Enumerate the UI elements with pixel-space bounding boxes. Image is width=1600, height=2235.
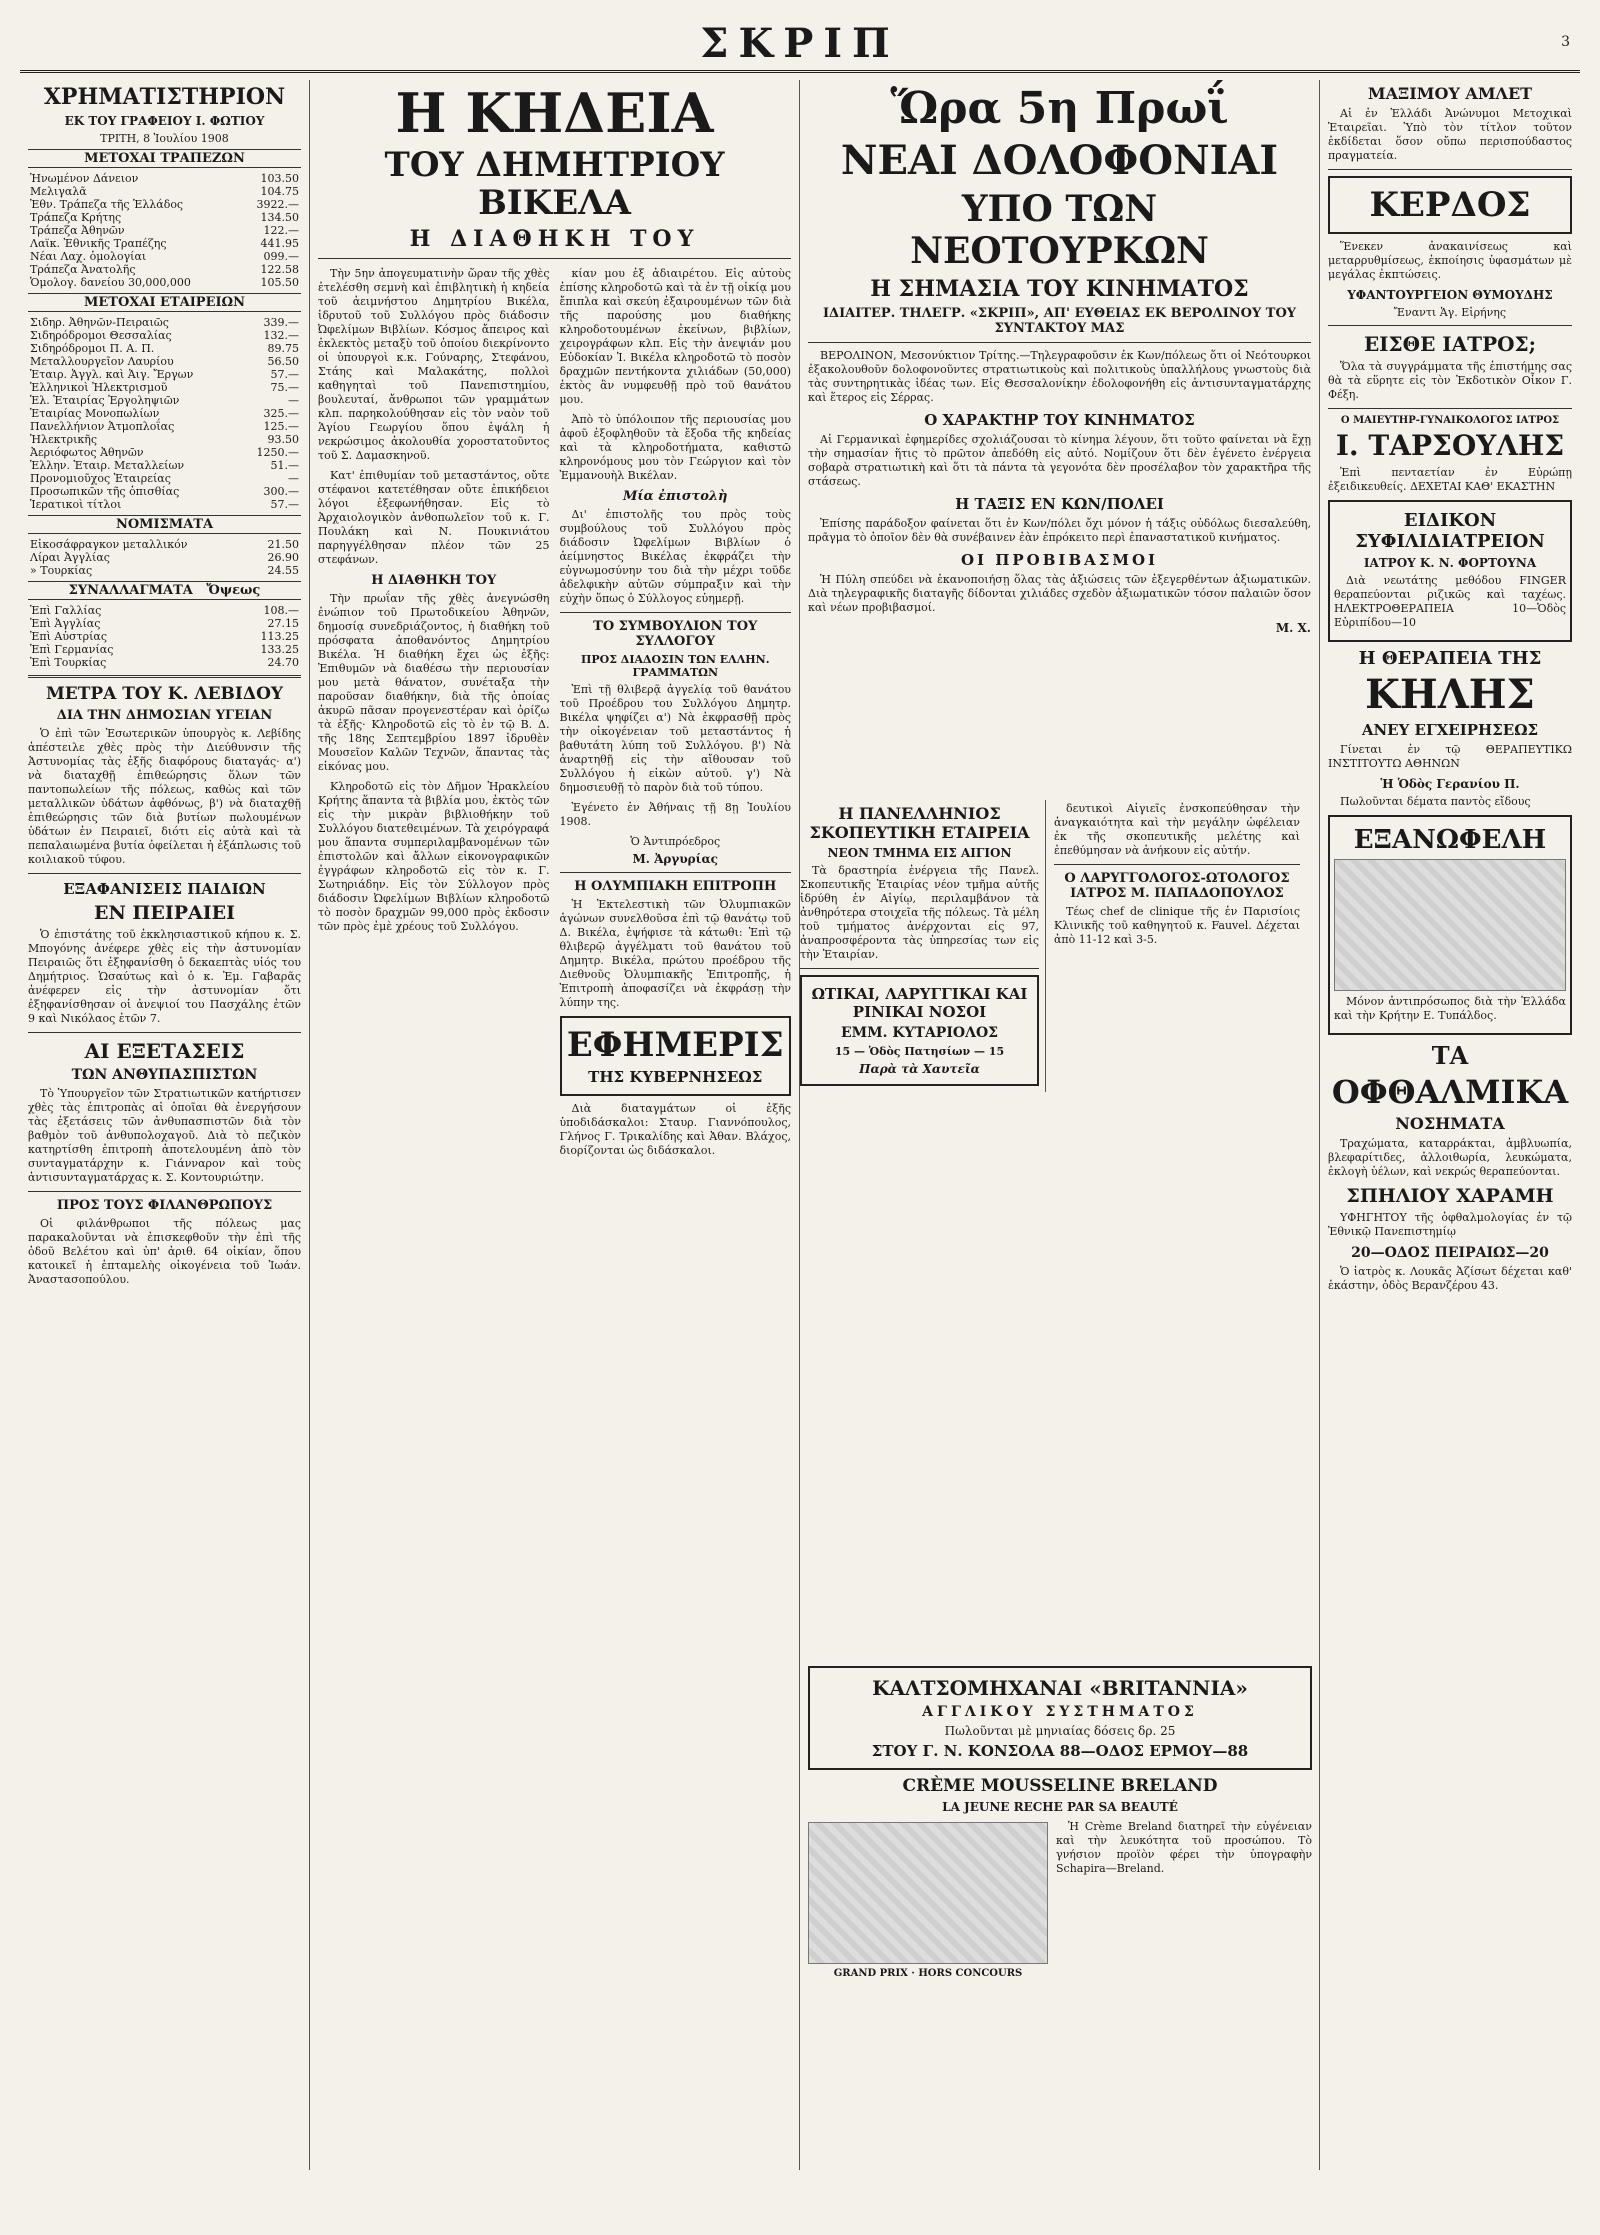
divider (1328, 408, 1572, 409)
britannia-ad (808, 1666, 1312, 1770)
table-row (28, 551, 301, 564)
table-row (28, 604, 301, 617)
table-row (28, 407, 301, 420)
ophth-subtitle: ΝΟΣΗΜΑΤΑ (1395, 1114, 1505, 1133)
divider (28, 675, 301, 678)
kerdos-title: ΚΕΡΔΟΣ (1369, 185, 1531, 225)
quote-name: Λίραι Ἀγγλίας (30, 551, 110, 564)
quote-name: Ἑλ. Ἑταιρίας Ἐργοληψιῶν (30, 394, 180, 407)
funeral-lead: Τὴν 5ην ἀπογευματινὴν ὥραν τῆς χθὲς ἐτελέσθη σεμνὴ καὶ ἐπιβλητικὴ ἡ κηδεία τοῦ ἀειμνήστου Δημητρίου Βικέλα, ἱδρυτοῦ τοῦ Συλλόγου πρὸς διάδοσιν Ὠφελίμων Βιβλίων. Κόσμος ἄπειρος καὶ ἐκλεκτὸς μεταξὺ τοῦ ὁποίου διεκρίνοντο οἱ ὑπουργοὶ κ.κ. Γούναρης, Στεφάνου, Στάης καὶ Μαλακάτης, πολλοὶ καθηγηταὶ τοῦ Πανεπιστημίου, βουλευταί, ἄνθρωποι τῶν γραμμάτων κλπ. παρηκολούθησαν εἰς τὸν ναὸν τοῦ Ἁγίου Γεωργίου ὅπου ἐψάλη ἡ νεκρώσιμος ἀκολουθία χοροστατοῦντος τοῦ Σ. Δαμασκηνοῦ. (318, 267, 550, 462)
coins-table (28, 538, 301, 577)
exchange-header-right: Ὄψεως (206, 583, 261, 598)
will-text: Τὴν πρωΐαν τῆς χθὲς ἀνεγνώσθη ἐνώπιον τοῦ Πρωτοδικείου Ἀθηνῶν, δημοσίᾳ συνεδριάζοντος, ἡ διαθήκη τοῦ πρόσφατα ἀποθανόντος Δημητρίου Βικέλα. Ἡ διαθήκη ἔχει ὡς ἑξῆς: Ἐπιθυμῶν νὰ διαθέσω τὴν περιουσίαν μου μετὰ θάνατον, συνέταξα τὴν παροῦσαν διαθήκην, διὰ τῆς ὁποίας ἀκυρῶ πᾶσαν προγενεστέραν καὶ ὁρίζω τὰ ἑξῆς· Κληροδοτῶ εἰς τὸ ἐν τῷ Β. Δ. τῆς 18ης Σεπτεμβρίου 1897 ἱδρυθὲν Μουσεῖον Καλῶν Τεχνῶν, ἅπαντας τὰς εἰκόνας μου. (318, 592, 550, 773)
exams-subtitle: ΤΩΝ ΑΝΘΥΠΑΣΠΙΣΤΩΝ (71, 1067, 258, 1083)
dispatch-line: ΙΔΙΑΙΤΕΡ. ΤΗΛΕΓΡ. «ΣΚΡΙΠ», ΑΠ' ΕΥΘΕΙΑΣ ΕΚ ΒΕΡΟΛΙΝΟΥ ΤΟΥ ΣΥΝΤΑΚΤΟΥ ΜΑΣ (822, 306, 1297, 336)
syph-box (1328, 500, 1572, 642)
banks-table (28, 172, 301, 289)
britannia-subtitle: ΑΓΓΛΙΚΟΥ ΣΥΣΤΗΜΑΤΟΣ (922, 1704, 1198, 1720)
quote-value: 26.90 (267, 551, 299, 564)
creme-medals (808, 1818, 1048, 1983)
quote-value: 24.70 (267, 656, 299, 669)
quote-value: 57.— (270, 368, 299, 381)
hour-headline: Ὥρα 5η Πρωΐ (890, 83, 1229, 134)
quote-name: Νέαι Λαχ. ὁμολογίαι (30, 250, 147, 263)
table-row (28, 342, 301, 355)
quote-value: 300.— (263, 485, 299, 498)
quote-value: 56.50 (267, 355, 299, 368)
divider (28, 1032, 301, 1033)
divider (560, 612, 792, 613)
meeting-vp-label: Ὁ Ἀντιπρόεδρος (630, 835, 721, 848)
quote-name: Ἐθν. Τράπεζα τῆς Ἑλλάδος (30, 198, 184, 211)
phil-text: Οἱ φιλάνθρωποι τῆς πόλεως μας παρακαλοῦνται νὰ ἐπισκεφθοῦν τὴν ἐπὶ τῆς ὁδοῦ Βελέτου καὶ ὑπ' ἀριθ. 64 οἰκίαν, ὅπου κατοικεῖ ἡ ἑπταμελὴς οἰκογένεια τοῦ Ἰωάν. Ἀναστασοπούλου. (28, 1217, 301, 1286)
measures-subtitle: ΔΙΑ ΤΗΝ ΔΗΜΟΣΙΑΝ ΥΓΕΙΑΝ (56, 708, 273, 723)
table-row (28, 224, 301, 237)
funeral-lead-2: Κατ' ἐπιθυμίαν τοῦ μεταστάντος, οὔτε στέφανοι κατετέθησαν οὔτε ἐπικήδειοι λόγοι ἐξεφωνήθησαν. Εἰς τὸ Ἀρχαιολογικὸν ἀνθοπωλεῖον τοῦ κ. Γ. Πουλάκη καὶ Ν. Πουκινιάτου παρηγγέλθησαν πλέον τῶν 25 στεφάνων. (318, 469, 550, 566)
exchange-table (28, 604, 301, 669)
exanofeli-box (1328, 815, 1572, 1035)
section-character: Ο ΧΑΡΑΚΤΗΡ ΤΟΥ ΚΙΝΗΜΑΤΟΣ (924, 411, 1195, 429)
quote-value: 75.— (270, 381, 299, 394)
page-number: 3 (1561, 34, 1570, 50)
table-row (28, 617, 301, 630)
tarsoulis-name: Ι. ΤΑΡΣΟΥΛΗΣ (1335, 429, 1565, 462)
divider (808, 342, 1311, 343)
letter-header: Μία ἐπιστολὴ (623, 489, 728, 504)
table-row (28, 459, 301, 472)
exchange-source: ΕΚ ΤΟΥ ΓΡΑΦΕΙΟΥ Ι. ΦΩΤΙΟΥ (64, 114, 265, 128)
medals-image (808, 1822, 1048, 1964)
olympic-text: Ἡ Ἐκτελεστικὴ τῶν Ὀλυμπιακῶν ἀγώνων συνελθοῦσα ἐπὶ τῷ θανάτῳ τοῦ Δ. Βικέλα, ἐψήφισε τὰ κάτωθι: Ἐπὶ τῷ θλιβερῷ ἀγγέλματι τοῦ θανάτου τοῦ Δημητρ. Βικέλα, πρώτου προέδρου τῆς Διεθνοῦς Ὀλυμπιακῆς Ἐπιτροπῆς, ἡ Ἐπιτροπὴ ἀποφασίζει νὰ ἐκφράσῃ τὴν λύπην της. (559, 898, 791, 1009)
doctor-title: Ο ΛΑΡΥΓΓΟΛΟΓΟΣ-ΩΤΟΛΟΓΟΣ ΙΑΤΡΟΣ Μ. ΠΑΠΑΔΟΠΟΥΛΟΣ (1064, 871, 1290, 901)
quote-name: Τράπεζα Ἀθηνῶν (30, 224, 125, 237)
table-row (28, 276, 301, 289)
quote-name: Προνομιοῦχος Ἑταιρείας (30, 472, 171, 485)
meeting-vp-name: Μ. Ἀργυρίας (632, 852, 718, 866)
hernia-address: Ἡ Ὁδὸς Γερανίου Π. (1380, 777, 1520, 791)
table-row (28, 472, 301, 485)
quote-name: Ἱερατικοὶ τίτλοι (30, 498, 122, 511)
letter-text: Δι' ἐπιστολῆς του πρὸς τοὺς συμβούλους τοῦ Συλλόγου πρὸς διάδοσιν Ὠφελίμων Βιβλίων ὁ ἀείμνηστος Βικέλας ἐκφράζει τὴν εὐγνωμοσύνην του διὰ τὴν μέχρι τοῦδε ἀδελφικὴν αὐτῶν σύμπραξιν καὶ τὴν εὐχὴν ὅπως ὁ Σύλλογος εὐημερῇ. (559, 508, 791, 605)
society-text-2: δευτικοὶ Αἰγιεῖς ἐνσκοπεύθησαν τὴν ἀναγκαιότητα καὶ τὴν μεγάλην ὠφέλειαν ἐκ τῆς σκοπευτικῆς μελέτης καὶ ἐπεθύμησαν νὰ ἀνήκουν εἰς αὐτήν. (1054, 802, 1300, 857)
syph-title: ΕΙΔΙΚΟΝ ΣΥΦΙΛΙΔΙΑΤΡΕΙΟΝ (1355, 510, 1545, 552)
table-row (28, 316, 301, 329)
quote-name: Ἠλεκτρικῆς (30, 433, 98, 446)
ophth-text: Τραχώματα, καταρράκται, ἀμβλυωπία, βλεφαρίτιδες, ἀλλοιθωρία, λευκώματα, ἐκλογὴ ὑέλων, καὶ νεκρώς θεραπεύονται. (1328, 1137, 1572, 1178)
section-promotions: ΟΙ ΠΡΟΒΙΒΑΣΜΟΙ (960, 551, 1159, 569)
quote-name: Σιδηρόδρομοι Θεσσαλίας (30, 329, 172, 342)
table-row (28, 368, 301, 381)
creme-text: Ἡ Crème Breland διατηρεῖ τὴν εὐγένειαν καὶ τὴν λευκότητα τοῦ προσώπου. Τὸ γνήσιον προϊὸν φέρει τὴν ὑπογραφὴν Schapira—Breland. (1056, 1820, 1312, 1875)
will-continued: κίαν μου ἐξ ἀδιαιρέτου. Εἰς αὐτοὺς ἐπίσης κληροδοτῶ καὶ τὰ ἐν τῇ οἰκίᾳ μου ἔπιπλα καὶ σκεύη ἐξαιρουμένων τῶν διὰ τῆς παρούσης μου διαθήκης κληροδοτουμένων ἐκείνων, βιβλίων, χειρογράφων κλπ. Εἰς τὴν ἀνεψιάν μου Εὐδοκίαν Ἰ. Βικέλα κληροδοτῶ τὸ ποσὸν δραχμῶν πεντήκοντα χιλιάδων (50,000) ἐκτὸς ἂν νυμφευθῇ πρὸ τοῦ θανάτου μου. (559, 267, 791, 406)
quote-value: 51.— (270, 459, 299, 472)
exchange-header (28, 581, 301, 600)
gazette-text: Διὰ διαταγμάτων οἱ ἐξῆς ὑποδιδάσκαλοι: Σταυρ. Γιαννόπουλος, Γλήνος Γ. Τρικαλίδης καὶ Ἀθαν. Βλάχος, διορίζονται ὡς διδάσκαλοι. (559, 1102, 791, 1157)
ent-address: 15 — Ὁδὸς Πατησίων — 15 (834, 1045, 1005, 1058)
quote-value: 21.50 (267, 538, 299, 551)
divider (800, 968, 1039, 969)
exams-title: ΑΙ ΕΞΕΤΑΣΕΙΣ (84, 1039, 245, 1063)
society-text: Τὰ δραστηρία ἐνέργεια τῆς Πανελ. Σκοπευτικῆς Ἑταιρίας νέον τμῆμα αὐτῆς ἱδρύθη ἐν Αἰγίῳ, περιλαμβάνον τὰ ἀνθηρότερα στοιχεῖα τῆς πόλεως. Τὰ μέλη τοῦ τμήματος ἀνέρχονται εἰς 97, ἀναπροσφέροντα τὰς ὑπηρεσίας των εἰς τὴν Ἑταιρίαν. (800, 864, 1039, 961)
quote-value: — (288, 394, 299, 407)
meeting-text: Ἐπὶ τῇ θλιβερᾷ ἀγγελίᾳ τοῦ θανάτου τοῦ Προέδρου του Συλλόγου Δημητρ. Βικέλα ψηφίζει α') Νὰ ἐκφρασθῇ πρὸς τὴν οἰκογένειαν τοῦ μεταστάντος ἡ βαθυτάτη λύπη τοῦ Συλλόγου. β') Νὰ ἀναρτηθῇ εἰς τὴν αἴθουσαν τοῦ Συλλόγου ἡ εἰκὼν αὐτοῦ. γ') Νὰ δημοσιευθῇ τὸ παρὸν διὰ τοῦ τύπου. (559, 683, 791, 794)
exchange-header-label: ΣΥΝΑΛΛΑΓΜΑΤΑ (68, 583, 193, 598)
quote-name: Ἐπὶ Γερμανίας (30, 643, 114, 656)
quote-value: 134.50 (260, 211, 299, 224)
ophth-doctor-sub: ΥΦΗΓΗΤΟΥ τῆς ὀφθαλμολογίας ἐν τῷ Ἐθνικῷ Πανεπιστημίῳ (1328, 1211, 1572, 1238)
table-row (28, 198, 301, 211)
missing-text: Ὁ ἐπιστάτης τοῦ ἐκκλησιαστικοῦ κήπου κ. Σ. Μπογόνης ἀνέφερε χθὲς εἰς τὴν ἀστυνομίαν Πειραιῶς ὅτι ἐξηφανίσθη ὁ δεκαεπτὰς υἱός του Δημήτριος. Ὡσαύτως καὶ ὁ κ. Ἐμ. Γαβαρᾶς ἀνέφερεν εἰς τὴν ἀστυνομίαν ὅτι ἐξηφανίσθησαν οἱ ἀνεψιοί του Πασχάλης ἐτῶν 9 καὶ Νικόλαος ἐτῶν 7. (28, 928, 301, 1025)
creme-subtitle: LA JEUNE RECHE PAR SA BEAUTÉ (942, 1800, 1178, 1814)
kerdos-box (1328, 176, 1572, 234)
quote-name: Προσωπικῶν τῆς ὁπισθίας (30, 485, 180, 498)
ophth-doctor: ΣΠΗΛΙΟΥ ΧΑΡΑΜΗ (1346, 1185, 1554, 1207)
quote-value: 441.95 (260, 237, 299, 250)
quote-name: Μεταλλουργεῖον Λαυρίου (30, 355, 174, 368)
society-subtitle: ΝΕΟΝ ΤΜΗΜΑ ΕΙΣ ΑΙΓΙΟΝ (827, 846, 1012, 860)
measures-title: ΜΕΤΡΑ ΤΟΥ Κ. ΛΕΒΙΔΟΥ (45, 684, 284, 704)
table-row (28, 630, 301, 643)
quote-name: Εἰκοσάφραγκον μεταλλικόν (30, 538, 188, 551)
table-row (28, 643, 301, 656)
column-ads (1320, 80, 1580, 2170)
quote-name: Σιδηρ. Ἀθηνῶν-Πειραιῶς (30, 316, 169, 329)
doctor-text: Τέως chef de clinique τῆς ἐν Παρισίοις Κλινικῆς τοῦ καθηγητοῦ κ. Fauvel. Δέχεται ἀπὸ 11-12 καὶ 3-5. (1054, 905, 1300, 946)
quote-value: 24.55 (267, 564, 299, 577)
doctor-question-text: Ὅλα τὰ συγγράμματα τῆς ἐπιστήμης σας θὰ τὰ εὕρητε εἰς τὸν Ἐκδοτικὸν Οἶκον Γ. Φέξη. (1328, 360, 1572, 401)
quote-name: Ἐπὶ Αὐστρίας (30, 630, 108, 643)
telegram-p2: Αἱ Γερμανικαὶ ἐφημερίδες σχολιάζουσαι τὸ κίνημα λέγουν, ὅτι τοῦτο φαίνεται νὰ ἔχῃ τὴν σημασίαν ἥτις τὸ πρῶτον ἀπεδόθη εἰς αὐτό. Νομίζουν ὅτι δὲν ἐγένετο ἐνέργεια σοβαρὰ στρατιωτικὴ καὶ ὅτι τὰ πάντα τὰ γεγονότα δὲν προσέλαβον τὸν χαρακτῆρα τῆς στάσεως. (808, 433, 1311, 488)
meeting-signoff: Ἐγένετο ἐν Ἀθήναις τῇ 8ῃ Ἰουλίου 1908. (559, 801, 791, 828)
quote-name: Τράπεζα Ἀνατολῆς (30, 263, 136, 276)
table-row (28, 355, 301, 368)
funeral-subtitle: ΤΟΥ ΔΗΜΗΤΡΙΟΥ ΒΙΚΕΛΑ (384, 145, 725, 223)
divider (560, 872, 792, 873)
tarsoulis-text: Ἐπὶ πενταετίαν ἐν Εὐρώπῃ ἐξειδικευθείς. ΔΕΧΕΤΑΙ ΚΑΘ' ΕΚΑΣΤΗΝ (1328, 466, 1572, 493)
quote-value: 125.— (263, 420, 299, 433)
quote-name: Λαϊκ. Ἐθνικῆς Τραπέζης (30, 237, 167, 250)
ophth-title: ΟΦΘΑΛΜΙΚΑ (1331, 1073, 1569, 1111)
will-text-2: Κληροδοτῶ εἰς τὸν Δῆμον Ἡρακλείου Κρήτης ἅπαντα τὰ βιβλία μου, ἐκτὸς τῶν εἰς τὴν μικρὰν βιβλιοθήκην τοῦ Συλλόγου διατεθειμένων. Τὰ χειρόγραφά μου ἅπαντα συμπεριλαμβανομένων τῶν ἐπιστολῶν καὶ ἄλλων εἰκονογραφικῶν ἐγγράφων κληροδοτῶ εἰς τὸν κ. Γ. Σωτηριάδην. Εἰς τὸν Σύλλογον πρὸς διάδοσιν Ὠφελίμων Βιβλίων κληροδοτῶ τὸ ποσὸν δραχμῶν 99,000 πρὸς ἐκδοσιν τῶν πρὸς ἐμὲ χρέους τοῦ Συλλόγου. (318, 780, 550, 933)
quote-value: 133.25 (260, 643, 299, 656)
exchange-title: ΧΡΗΜΑΤΙΣΤΗΡΙΟΝ (43, 84, 286, 110)
table-row (28, 329, 301, 342)
doctor-question-title: ΕΙΣΘΕ ΙΑΤΡΟΣ; (1363, 332, 1537, 356)
column-exchange (20, 80, 310, 2170)
quote-name: Ὁμολογ. δανείου 30,000,000 (30, 276, 191, 289)
quote-value: 122.58 (260, 263, 299, 276)
phil-title: ΠΡΟΣ ΤΟΥΣ ΦΙΛΑΝΘΡΩΠΟΥΣ (56, 1198, 273, 1213)
missing-title: ΕΞΑΦΑΝΙΣΕΙΣ ΠΑΙΔΙΩΝ (63, 880, 266, 898)
table-row (28, 420, 301, 433)
britannia-title: ΚΑΛΤΣΟΜΗΧΑΝΑΙ «BRITANNIA» (872, 1676, 1248, 1700)
quote-name: Ἠνωμένον Δάνειον (30, 172, 139, 185)
table-row (28, 250, 301, 263)
divider (1328, 325, 1572, 326)
syph-doctor: ΙΑΤΡΟΥ Κ. Ν. ΦΟΡΤΟΥΝΑ (1363, 556, 1537, 570)
companies-header: ΜΕΤΟΧΑΙ ΕΤΑΙΡΕΙΩΝ (28, 293, 301, 312)
section-order: Η ΤΑΞΙΣ ΕΝ ΚΩΝ/ΠΟΛΕΙ (955, 495, 1164, 513)
headline-3: Η ΣΗΜΑΣΙΑ ΤΟΥ ΚΙΝΗΜΑΤΟΣ (870, 276, 1249, 302)
divider (28, 873, 301, 874)
hernia-title: ΚΗΛΗΣ (1365, 671, 1535, 718)
companies-table (28, 316, 301, 511)
hernia-pre: Η ΘΕΡΑΠΕΙΑ ΤΗΣ (1358, 648, 1542, 669)
exams-text: Τὸ Ὑπουργεῖον τῶν Στρατιωτικῶν κατήρτισεν χθὲς τὰς ἐπιτροπὰς αἱ ὁποῖαι θὰ ἐνεργήσουν τὰς ἐξετάσεις τῶν ἀνθυπασπιστῶν διὰ τὸν βαθμὸν τοῦ ἀνθυπολοχαγοῦ. Διὰ τὸ πεζικὸν κατηρτίσθη ἐπιτροπὴ ἀποτελουμένη ἀπὸ τὸν συνταγματάρχην κ. Γιάνναρον καὶ τοὺς ἀντισυνταγματάρχας κ. Σ. Κοντουριώτην. (28, 1087, 301, 1184)
hamlet-title: ΜΑΞΙΜΟΥ ΑΜΛΕΤ (1367, 84, 1533, 103)
table-row (28, 211, 301, 224)
quote-name: Ἑταιρ. Ἀγγλ. καὶ Ἀιγ. Ἔργων (30, 368, 194, 381)
hamlet-text: Αἱ ἐν Ἑλλάδι Ἀνώνυμοι Μετοχικαὶ Ἑταιρεῖαι. Ὑπὸ τὸν τίτλον τοῦτον ἐκδίδεται ὅσον οὔπω περισπούδαστος πραγματεία. (1328, 107, 1572, 162)
table-row (28, 656, 301, 669)
telegram-p4: Ἡ Πύλη σπεύδει νὰ ἐκανοποιήσῃ ὅλας τὰς ἀξιώσεις τῶν ἐξεγερθέντων ἀξιωματικῶν. Διὰ τηλεγραφικῆς διαταγῆς δίδονται χιλιάδες σχεδὸν ἀξιωματικῶν τόσον παλαιῶν ὅσον καὶ νέων προβιβασμοί. (808, 573, 1311, 614)
table-row (28, 237, 301, 250)
measures-text: Ὁ ἐπὶ τῶν Ἐσωτερικῶν ὑπουργὸς κ. Λεβίδης ἀπέστειλε χθὲς πρὸς τὴν Διεύθυνσιν τῆς Ἀστυνομίας τὰς ἑξῆς διαφόρους διαταγάς· α') νὰ διαταχθῇ ἐπιθεώρησις ὅλων τῶν παντοπωλείων τῆς πόλεως, καθὼς καὶ τῶν μεταλλικῶν ὑδάτων ἀφθόνως, β') νὰ διαταχθῇ ἐπιθεώρησις τῶν διὰ βυτίων πωλουμένων ὑδάτων ἐν Πειραιεῖ, διότι εἰς αὐτὰ καὶ τὰ πεπαλαιωμένα βυτία ὀφείλεται ἡ ἐξάπλωσις τοῦ κοιλιακοῦ τύφου. (28, 727, 301, 866)
hernia-text: Γίνεται ἐν τῷ ΘΕΡΑΠΕΥΤΙΚΩ ΙΝΣΤΙΤΟΥΤΩ ΑΘΗΝΩΝ (1328, 743, 1572, 770)
meeting-subheader: ΠΡΟΣ ΔΙΑΔΟΣΙΝ ΤΩΝ ΕΛΛΗΝ. ΓΡΑΜΜΑΤΩΝ (580, 653, 770, 679)
quote-value: 27.15 (267, 617, 299, 630)
telegram-p3: Ἐπίσης παράδοξον φαίνεται ὅτι ἐν Κων/πόλει ὄχι μόνον ἡ τάξις οὐδόλως διεσαλεύθη, πρᾶγμα τὸ ὁποῖον δὲν θὰ συνέβαινεν ἐὰν ἐπρόκειτο περὶ ἐπαναστατικοῦ κινήματος. (808, 517, 1311, 544)
funeral-body (318, 265, 791, 1164)
table-row (28, 485, 301, 498)
gazette-box (560, 1016, 792, 1096)
britannia-text: Πωλοῦνται μὲ μηνιαίας δόσεις δρ. 25 (944, 1724, 1176, 1738)
creme-body (808, 1818, 1312, 1983)
telegram-p1: ΒΕΡΟΛΙΝΟΝ, Μεσονύκτιον Τρίτης.—Τηλεγραφοῦσιν ἐκ Κων/πόλεως ὅτι οἱ Νεότουρκοι ἐξακολουθοῦν δολοφονοῦντες στρατιωτικοὺς καὶ πολιτικοὺς ὑπαλλήλους γνωστοὺς διὰ τὰς συντηρητικὰς ἰδέας των. Εἰς Θεσσαλονίκην ἐδολοφονήθη εἰς ἀντισυνταγματάρχης καὶ ἕτερος εἰς Σέρρας. (808, 349, 1311, 404)
quote-name: » Τουρκίας (30, 564, 93, 577)
table-row (28, 446, 301, 459)
missing-subtitle: ΕΝ ΠΕΙΡΑΙΕΙ (93, 902, 236, 924)
telegram-signature: Μ. Χ. (1275, 621, 1311, 635)
society-title: Η ΠΑΝΕΛΛΗΝΙΟΣ ΣΚΟΠΕΥΤΙΚΗ ΕΤΑΙΡΕΙΑ (809, 804, 1030, 842)
ent-subtitle: Παρὰ τὰ Χαυτεῖα (859, 1062, 980, 1076)
funeral-body-right (560, 265, 792, 1164)
exanofeli-title: ΕΞΑΝΩΦΕΛΗ (1353, 825, 1547, 855)
divider (28, 1191, 301, 1192)
table-row (28, 381, 301, 394)
quote-name: Ἑταιρίας Μονοπωλίων (30, 407, 160, 420)
quote-value: 122.— (263, 224, 299, 237)
column-funeral (310, 80, 800, 2170)
britannia-address: ΣΤΟΥ Γ. Ν. ΚΟΝΣΟΛΑ 88—ΟΔΟΣ ΕΡΜΟΥ—88 (871, 1742, 1249, 1760)
quote-name: Ἑλληνικοὶ Ἠλεκτρισμοῦ (30, 381, 168, 394)
table-row (28, 433, 301, 446)
ent-doctor: ΕΜΜ. ΚΥΤΑΡΙΟΛΟΣ (840, 1025, 999, 1041)
quote-value: 103.50 (260, 172, 299, 185)
funeral-title: Η ΚΗΔΕΙΑ (395, 81, 714, 145)
kerdos-shop: ΥΦΑΝΤΟΥΡΓΕΙΟΝ ΘΥΜΟΥΔΗΣ (1347, 288, 1553, 302)
gazette-subtitle: ΤΗΣ ΚΥΒΕΡΝΗΣΕΩΣ (588, 1068, 763, 1086)
divider (1054, 864, 1300, 865)
quote-name: Ἐπὶ Γαλλίας (30, 604, 102, 617)
tarsoulis-small: Ο ΜΑΙΕΥΤΗΡ-ΓΥΝΑΙΚΟΛΟΓΟΣ ΙΑΤΡΟΣ (1340, 415, 1560, 426)
table-row (28, 564, 301, 577)
column-telegrams (800, 80, 1320, 2170)
creme-prize: GRAND PRIX · HORS CONCOURS (833, 1968, 1023, 1979)
quote-value: 339.— (263, 316, 299, 329)
divider (1328, 169, 1572, 170)
kerdos-text: Ἕνεκεν ἀνακαινίσεως καὶ μεταρρυθμίσεως, ἐκποίησις ὑφασμάτων μὲ μεγάλας ἐκπτώσεις. (1328, 240, 1572, 281)
table-row (28, 263, 301, 276)
quote-value: 1250.— (256, 446, 299, 459)
olympic-header: Η ΟΛΥΜΠΙΑΚΗ ΕΠΙΤΡΟΠΗ (574, 879, 777, 894)
ent-title: ΩΤΙΚΑΙ, ΛΑΡΥΓΓΙΚΑΙ ΚΑΙ ΡΙΝΙΚΑΙ ΝΟΣΟΙ (811, 985, 1028, 1021)
quote-value: 3922.— (256, 198, 299, 211)
quote-value: 099.— (263, 250, 299, 263)
quote-name: Ἀεριόφωτος Ἀθηνῶν (30, 446, 144, 459)
quote-value: 89.75 (267, 342, 299, 355)
quote-value: — (288, 472, 299, 485)
quote-value: 93.50 (267, 433, 299, 446)
table-row (28, 172, 301, 185)
ophth-address: 20—ΟΔΟΣ ΠΕΙΡΑΙΩΣ—20 (1351, 1245, 1549, 1261)
kerdos-address: Ἔναντι Ἁγ. Εἰρήνης (1393, 306, 1507, 319)
gazette-title: ΕΦΗΜΕΡΙΣ (566, 1025, 784, 1065)
will-header: Η ΔΙΑΘΗΚΗ ΤΟΥ (371, 573, 497, 588)
table-row (28, 498, 301, 511)
ent-ad (800, 975, 1039, 1086)
quote-name: Ἑλλην. Ἑταιρ. Μεταλλείων (30, 459, 185, 472)
quote-name: Πανελλήνιον Ἀτμοπλοΐας (30, 420, 175, 433)
lower-left (800, 800, 1046, 1092)
hernia-subtitle: ΑΝΕΥ ΕΓΧΕΙΡΗΣΕΩΣ (1361, 721, 1539, 739)
creme-title: CRÈME MOUSSELINE BRELAND (902, 1776, 1218, 1796)
table-row (28, 394, 301, 407)
exchange-date: ΤΡΙΤΗ, 8 Ἰουλίου 1908 (100, 132, 229, 145)
meeting-header: ΤΟ ΣΥΜΒΟΥΛΙΟΝ ΤΟΥ ΣΥΛΛΟΓΟΥ (593, 619, 758, 649)
table-row (28, 538, 301, 551)
quote-value: 108.— (263, 604, 299, 617)
lower-right (1054, 800, 1300, 953)
quote-name: Ἐπὶ Τουρκίας (30, 656, 107, 669)
quote-name: Σιδηρόδρομοι Π. Α. Π. (30, 342, 155, 355)
quote-value: 132.— (263, 329, 299, 342)
quote-value: 325.— (263, 407, 299, 420)
exanofeli-text: Μόνον ἀντιπρόσωπος διὰ τὴν Ἑλλάδα καὶ τὴν Κρήτην Ε. Τυπάλδος. (1334, 995, 1566, 1022)
funeral-body-left (318, 265, 550, 1164)
exanofeli-image (1334, 859, 1566, 991)
hernia-text-2: Πωλοῦνται δέματα παντὸς εἴδους (1340, 795, 1531, 808)
will-continued-2: Ἀπὸ τὸ ὑπόλοιπον τῆς περιουσίας μου ἀφοῦ ἐξοφληθοῦν τὰ ἔξοδα τῆς κηδείας καὶ τὰ κληροδοτήματα, καθιστῶ κληρονόμους μου τὸν Γεώργιον καὶ τὸν Ἐμμανουὴλ Βικέλαν. (559, 413, 791, 482)
table-row (28, 185, 301, 198)
quote-value: 105.50 (260, 276, 299, 289)
quote-name: Μελιγαλᾶ (30, 185, 87, 198)
divider (318, 258, 791, 259)
masthead (20, 20, 1580, 73)
quote-value: 104.75 (260, 185, 299, 198)
bottom-ads (808, 1660, 1312, 1983)
masthead-title: ΣΚΡΙΠ (700, 20, 900, 67)
headline-2: ΥΠΟ ΤΩΝ ΝΕΟΤΟΥΡΚΩΝ (910, 188, 1209, 272)
headline-1: ΝΕΑΙ ΔΟΛΟΦΟΝΙΑΙ (840, 137, 1279, 184)
quote-name: Τράπεζα Κρήτης (30, 211, 122, 224)
syph-text: Διὰ νεωτάτης μεθόδου FINGER θεραπεύονται ριζικῶς καὶ ταχέως. ΗΛΕΚΤΡΟΘΕΡΑΠΕΙΑ 10—Ὁδὸς Εὐριπίδου—10 (1334, 574, 1566, 629)
ophth-pre: ΤΑ (1431, 1041, 1469, 1070)
quote-name: Ἐπὶ Ἀγγλίας (30, 617, 101, 630)
coins-header: ΝΟΜΙΣΜΑΤΑ (28, 515, 301, 534)
banks-header: ΜΕΤΟΧΑΙ ΤΡΑΠΕΖΩΝ (28, 149, 301, 168)
will-subtitle: Η ΔΙΑΘΗΚΗ ΤΟΥ (409, 226, 700, 252)
quote-value: 57.— (270, 498, 299, 511)
newspaper-page (20, 20, 1580, 2180)
ophth-text-2: Ὁ ἰατρὸς κ. Λουκᾶς Ἀζίσωτ δέχεται καθ' ἑκάστην, ὁδὸς Βερανζέρου 43. (1328, 1265, 1572, 1292)
quote-value: 113.25 (260, 630, 299, 643)
